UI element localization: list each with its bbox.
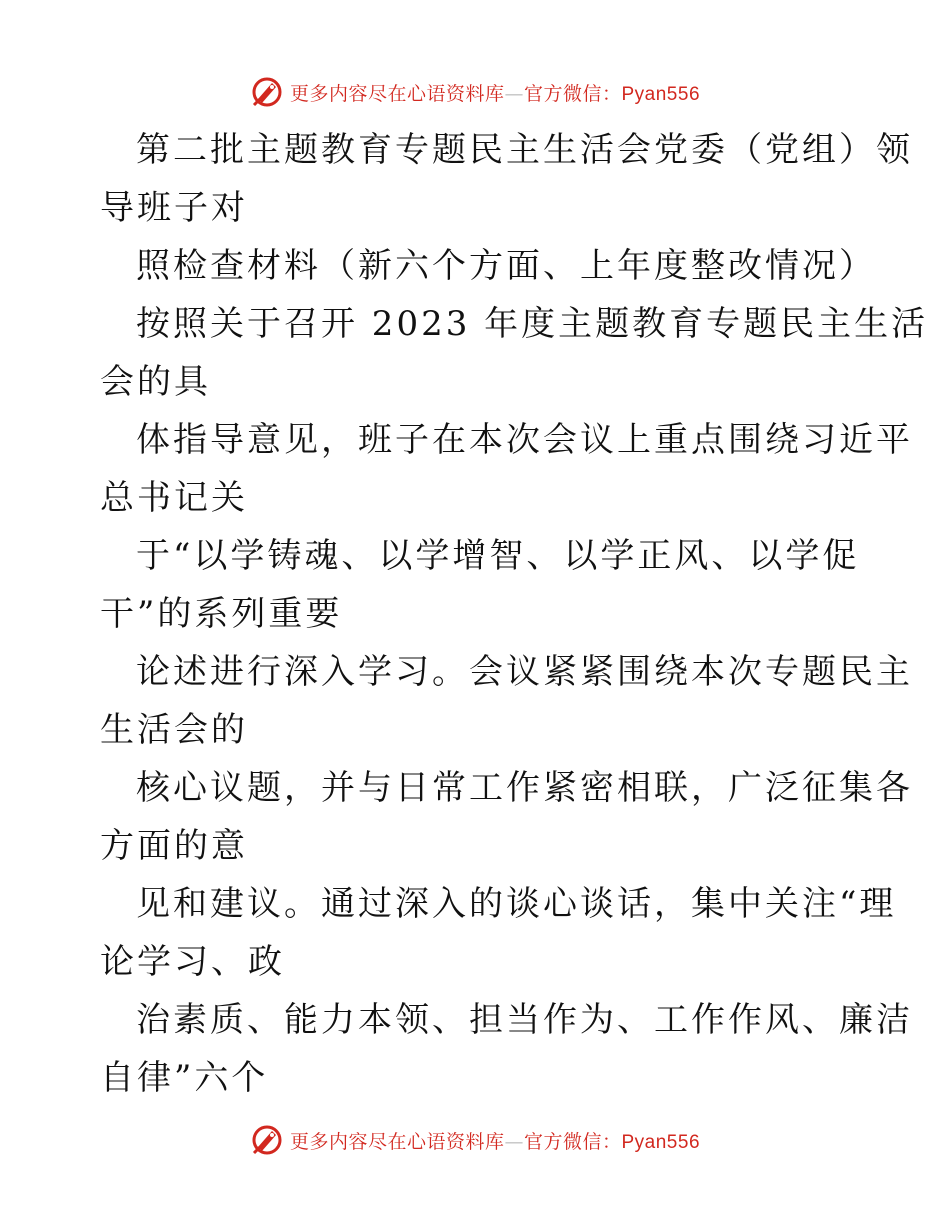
banner-separator: — (504, 1130, 524, 1153)
document-title-line-2: 导班子对 (100, 188, 248, 228)
banner-separator: — (504, 82, 524, 105)
banner-wechat-id: Pyan556 (621, 1131, 701, 1153)
document-title-line-3: 照检查材料（新六个方面、上年度整改情况） (136, 246, 876, 286)
paragraph-line: 核心议题，并与日常工作紧密相联，广泛征集各 (136, 768, 913, 808)
paragraph-line: 体指导意见，班子在本次会议上重点围绕习近平 (136, 420, 913, 460)
paragraph-line: 总书记关 (100, 478, 248, 518)
paragraph-line: 方面的意 (100, 826, 248, 866)
paragraph-line: 会的具 (100, 362, 211, 402)
banner-slogan: 更多内容尽在心语资料库 (289, 82, 505, 105)
paragraph-line: 按照关于召开 2023 年度主题教育专题民主生活 (136, 304, 929, 344)
document-title-line-1: 第二批主题教育专题民主生活会党委（党组）领 (136, 130, 913, 170)
banner-wechat-id: Pyan556 (621, 83, 701, 105)
paragraph-line: 见和建议。通过深入的谈心谈话，集中关注“理 (136, 884, 897, 924)
banner-official-label: 官方微信： (523, 1130, 622, 1153)
paragraph-line: 生活会的 (100, 710, 248, 750)
paragraph-line: 自律”六个 (100, 1058, 269, 1098)
footer-banner (0, 1120, 950, 1160)
paragraph-line: 论学习、政 (100, 942, 285, 982)
paragraph-line: 于“以学铸魂、以学增智、以学正风、以学促 (136, 536, 860, 576)
pen-nib-logo-icon (250, 1123, 284, 1157)
paragraph-line: 论述进行深入学习。会议紧紧围绕本次专题民主 (136, 652, 913, 692)
banner-official-label: 官方微信： (523, 82, 622, 105)
banner-slogan: 更多内容尽在心语资料库 (289, 1130, 505, 1153)
paragraph-line: 干”的系列重要 (100, 594, 343, 634)
banner-text (290, 1127, 700, 1154)
paragraph-line: 治素质、能力本领、担当作为、工作作风、廉洁 (136, 1000, 913, 1040)
